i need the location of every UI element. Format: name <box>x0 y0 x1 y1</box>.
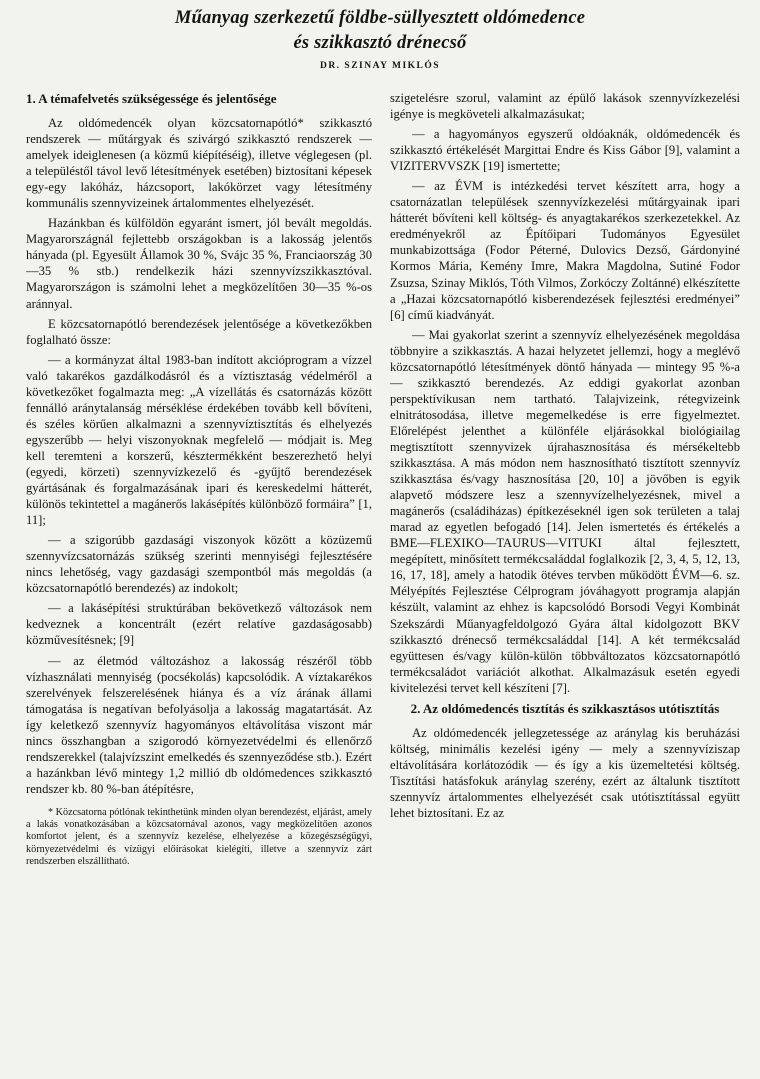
body-paragraph: — a lakásépítési struktúrában bekövetkező változások nem kedveznek a koncentrált (ezért relatíve gazdaságosabb) közművesítésnek; [9] <box>26 601 372 648</box>
body-paragraph: Az oldómedencék olyan közcsatornapótló* szikkasztó rendszerek — műtárgyak és szivárgó szikkasztó rendszerek — amelyek ideiglenesen (a közmű kiépítéséig), illetve véglegesen (pl. a településtől távol levő létesítmények esetében) biztosítani képesek egy-egy lakóház, házcsoport, lakókörzet vagy létesítmény kommunális szennyvizeinek ártalommentes elhelyezését. <box>26 116 372 211</box>
author-name: DR. SZINAY MIKLÓS <box>319 61 441 71</box>
body-paragraph: — a kormányzat által 1983-ban indított akcióprogram a vízzel való takarékos gazdálkodásról és a víztisztaság védelméről a következőket fogalmazta meg: „A vízellátás és csatornázás között fennálló aránytalanság mérséklése érdekében tovább kell bővíteni, és széles körűen alkalmazni a szennyvíztisztítás és elhelyezés egyszerűbb — helyi viszonyoknak megfelelő — módjait is. Meg kell teremteni a korszerű, késztermékként beszerezhető helyi (egyedi, körzeti) szennyvízkezelő és -gyűjtő berendezések gyártásának és forgalmazásának ipari és kereskedelmi hátterét, különös tekintettel a magánerős lakásépítés különböző formáira” [1, 11]; <box>26 352 372 528</box>
body-paragraph: Az oldómedencék jellegzetessége az aránylag kis beruházási költség, minimális kezelési igény — mely a szennyvíziszap eltávolítására korlátozódik — és így a kis üzemeltetési költség. Tisztítási hatásfokuk aránylag szerény, ezért az általunk tisztított szennyvíz ártalommentes elhelyezését csak utótisztítással együtt lehet biztosítani. Ez az <box>390 725 740 820</box>
article-title-line-2: és szikkasztó drénecső <box>293 33 467 53</box>
body-paragraph: E közcsatornapótló berendezések jelentősége a következőkben foglalható össze: <box>26 316 372 347</box>
body-paragraph: — Mai gyakorlat szerint a szennyvíz elhelyezésének megoldása többnyire a szikkasztás. A hazai helyzetet jellemzi, hogy a meglévő közcsatornapótló létesítmények döntő hányada — mintegy 95 %-a — szikkasztó berendezés. Az eddigi gyakorlat azonban perspektívikusan nem tartható. Talajvizeink, rétegvizeink elnitrátosodása, illetve megemelkedése is erre figyelmeztet. Előrelépést jelenthet a különféle eljárásokkal biológiailag megtisztított szennyvizek újrahasznosítása és mérsékeltebb szikkasztása. A más módon nem hasznosítható tisztított szennyvíz szikkasztása és/vagy hasznosítása [20, 10] a jövőben is egyik alapvető módszere lesz a szennyvízelhelyezésnek, mivel a magánerős (családiházas) építkezéseknél igen sok területen a talaj marad az egyetlen befogadó [14]. Jelen ismertetés és értékelés a BME—FLEXIKO—TAURUS—VITUKI által fejlesztett, megépített, minősített termékcsaláddal foglalkozik [2, 3, 4, 5, 12, 13, 16, 17, 18], amely a hatodik ötéves tervben működött ÉVM—6. sz. Mélyépítés Fejlesztése Célprogram jóváhagyott programja alapján készült, valamint az ehhez is kapcsolódó Borsodi Vegyi Kombinát Szekszárdi Műanyagfeldolgozó Gyára által kidolgozott BKV szikkasztó drénecső termékcsaláddal [14]. A két termékcsalád együttesen és/vagy külön-külön többváltozatos közcsatornapótló termékcsaládot variációt alkothat. Alkalmazásuk esetén egyedi kivitelezési tervet kell készíteni [7]. <box>390 327 740 695</box>
body-paragraph: — az ÉVM is intézkedési tervet készített arra, hogy a csatornázatlan települések szennyvízkezelési műtárgyainak ipari hátterét bővíteni kell költség- és anyagtakarékos szerkezetekkel. Az eredményekről az Építőipari Tudományos Egyesület munkabizottsága (Fodor Péterné, Dulovics Dezső, Gárdonyiné Kormos Mária, Kemény Imre, Makra Magdolna, Sutiné Fodor Zsuzsa, Szinay Miklós, Tóth Vilmos, Zorkóczy Zoltánné) elkészítette a „Hazai közcsatornapótló kisberendezések fejlesztési eredményei” [6] című kiadványát. <box>390 179 740 322</box>
body-paragraph: szigetelésre szorul, valamint az épülő lakások szennyvízkezelési igénye is megköveteli alkalmazásukat; <box>390 91 740 122</box>
body-paragraph: — a szigorúbb gazdasági viszonyok között a közüzemű szennyvízcsatornázás szükség szerinti mennyiségi fejlesztésére nincs lehetőség, vagy gazdasági szempontból más megoldás (a közcsatornapótló berendezés) az indokolt; <box>26 533 372 596</box>
body-paragraph: — az életmód változáshoz a lakosság részéről több vízhasználati mennyiség (pocsékolás) kapcsolódik. A víztakarékos szerelvények felszerelésének hiánya és a víz árának állami támogatása is negatívan befolyásolja a lakosság magatartását. Az így keletkező szennyvíz hagyományos eltávolítása viszont már nincs összhangban a szigorodó környezetvédelmi és ellenőrző rendszerekkel (talajvízszint emelkedés és szennyeződése stb.). Ezért a hazánkban lévő mintegy 1,2 millió db oldómedences szikkasztó rendszer kb. 80 %-ban átépítésre, <box>26 653 372 796</box>
body-paragraph: Hazánkban és külföldön egyaránt ismert, jól bevált megoldás. Magyarországnál fejlettebb országokban is a lakosság jelentős hányada (pl. Egyesült Államok 30 %, Svájc 35 %, Franciaország 30—35 % stb.) rendelkezik házi szennyvízszikkasztóval. Magyarországon is számolni lehet a megközelítően 30—35 %-os aránnyal. <box>26 216 372 311</box>
footnote: * Közcsatorna pótlónak tekinthetünk minden olyan berendezést, eljárást, amely a lakás vonatkozásában a közcsatornával azonos, vagy megközelítően azonos komfortot jelent, és a szennyvíz kezelése, elhelyezése a közegészségügyi, környezetvédelmi és vízügyi előírásokat kielégíti, illetve a szennyvíz zárt rendszerben elszállítható. <box>26 806 372 867</box>
section-1-heading: 1. A témafelvetés szükségessége és jelentősége <box>26 91 277 106</box>
left-column <box>26 90 372 1079</box>
body-paragraph: — a hagyományos egyszerű oldóaknák, oldómedencék és szikkasztó értékelését Margittai Endre és Kiss Gábor [9], valamint a VIZITERVVSZK [19] ismertette; <box>390 127 740 174</box>
right-column <box>390 90 740 1079</box>
article-title-line-1: Műanyag szerkezetű földbe-süllyesztett oldómedence <box>174 8 586 28</box>
section-2-heading: 2. Az oldómedencés tisztítás és szikkasztásos utótisztítás <box>410 700 720 716</box>
